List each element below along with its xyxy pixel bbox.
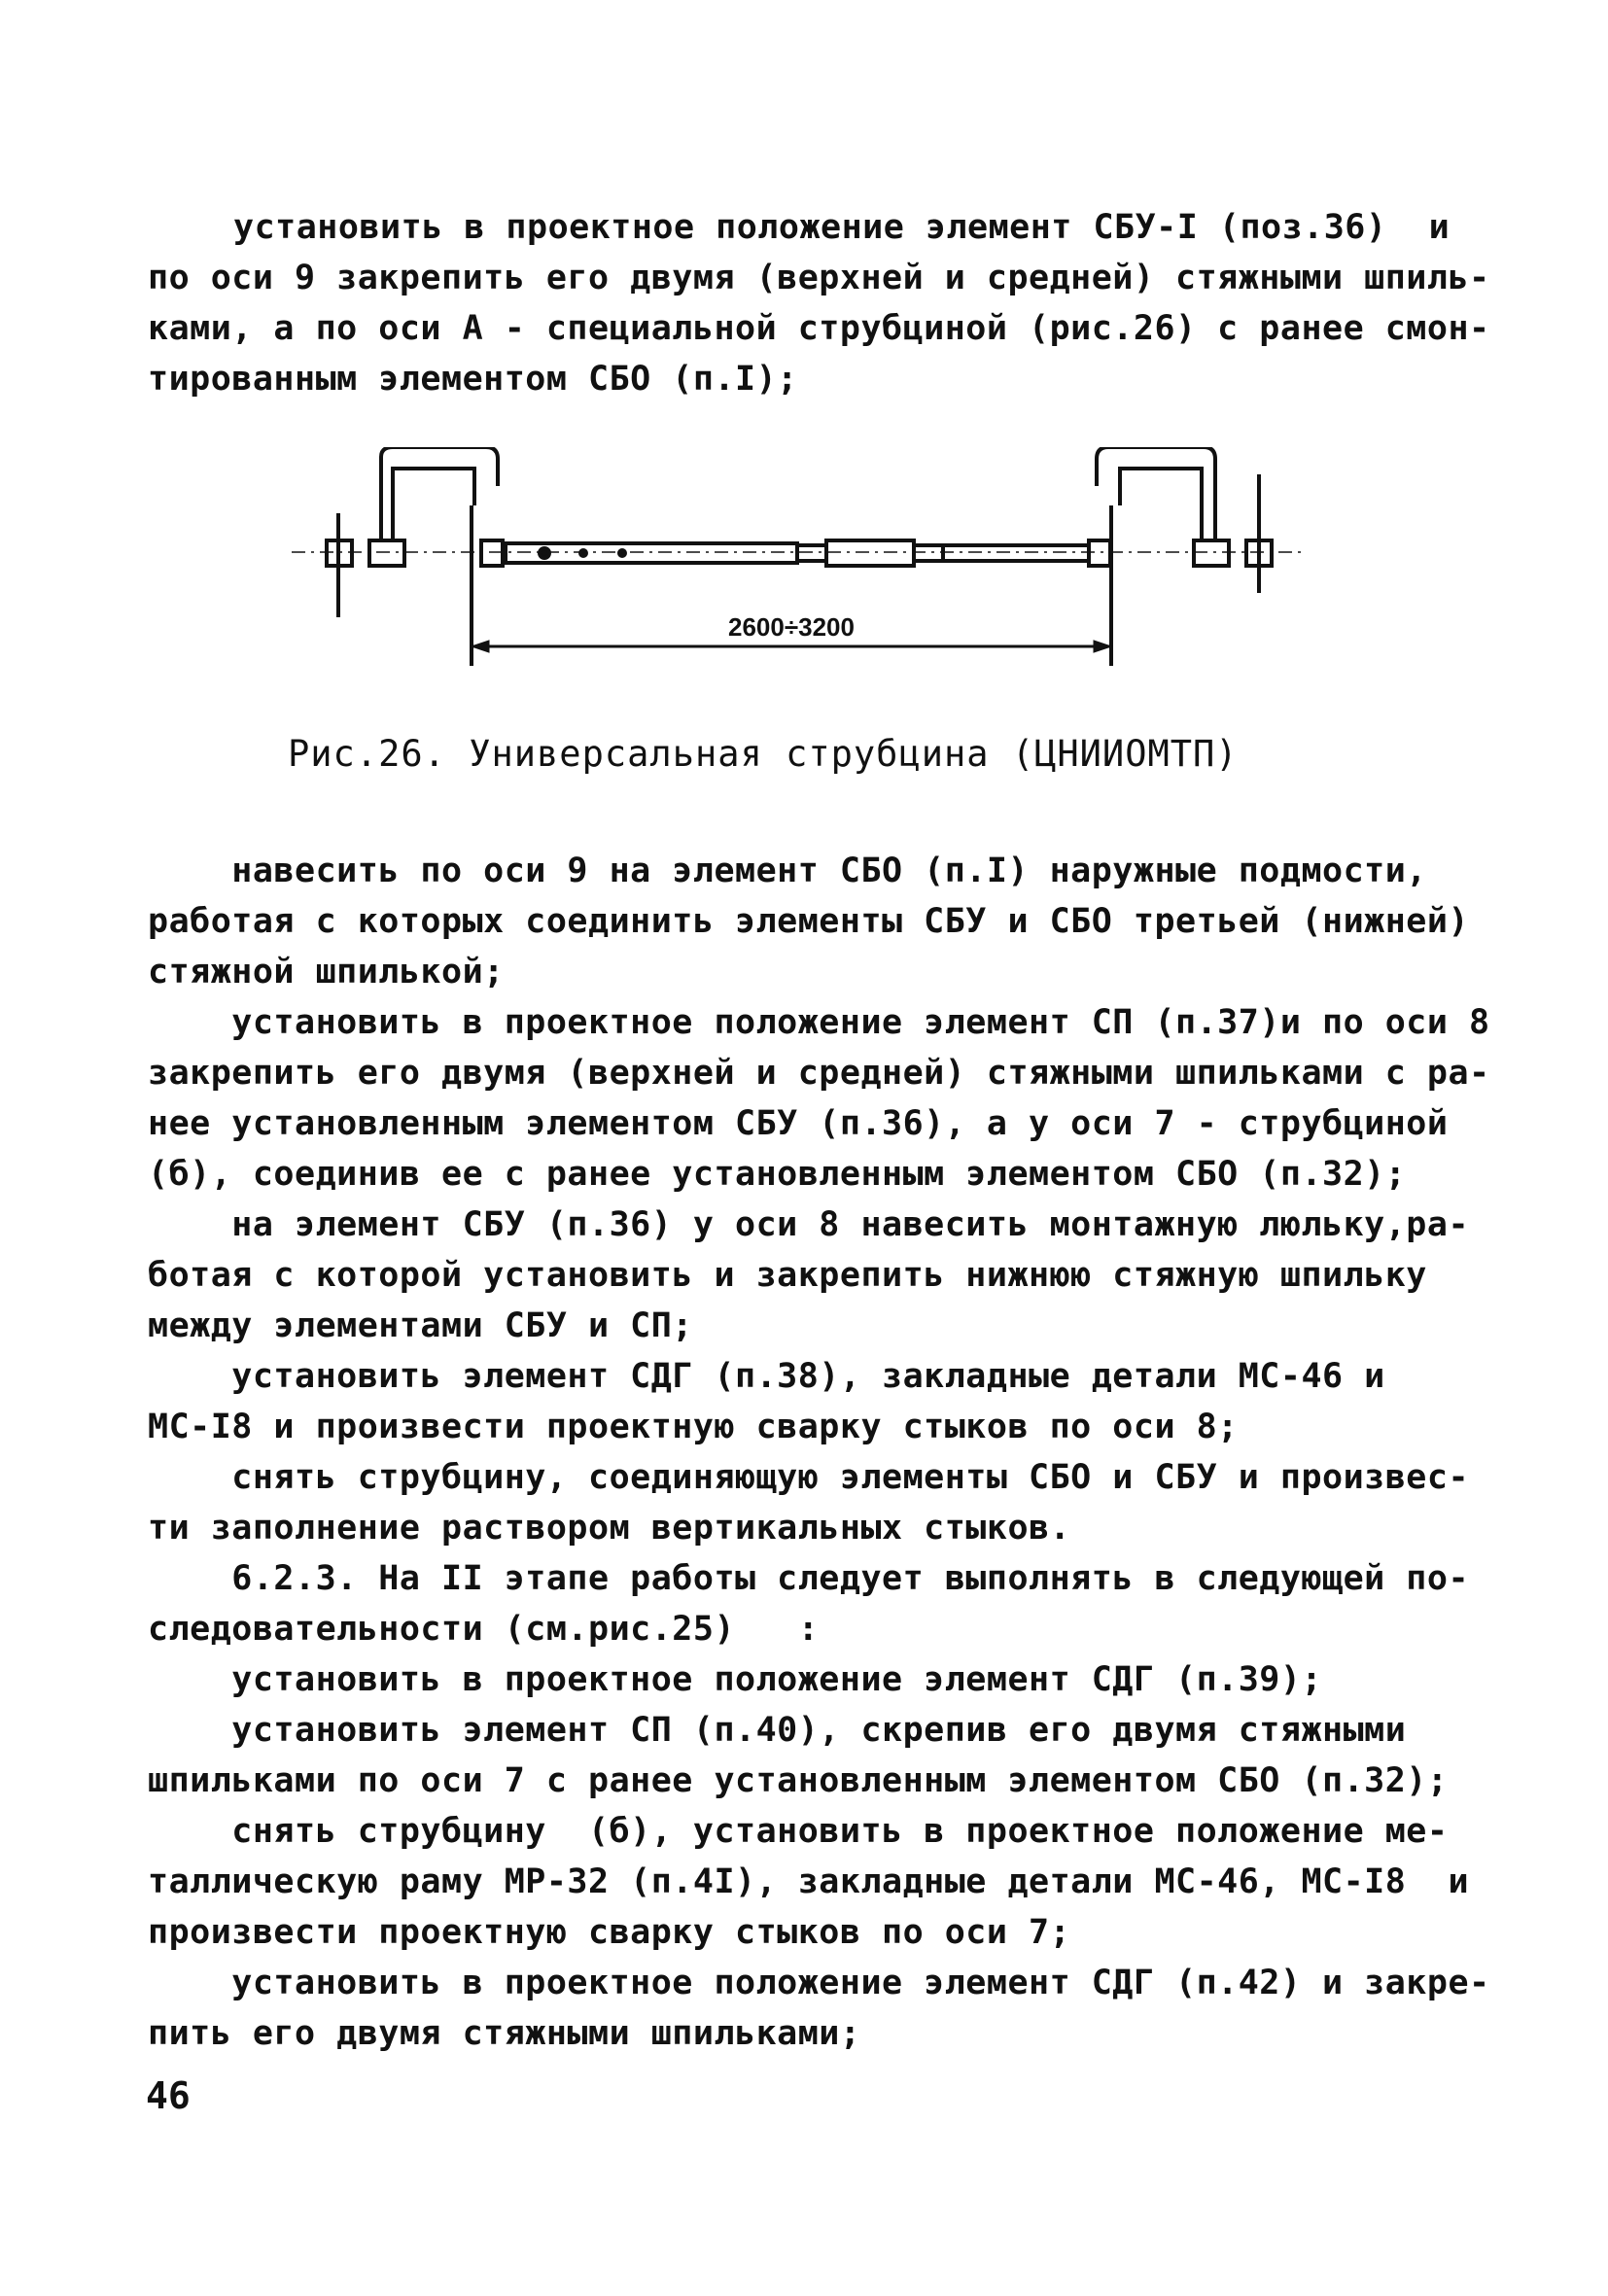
text-line: тированным элементом СБО (п.I); — [148, 360, 798, 399]
right-clamp-jaw — [1194, 540, 1229, 566]
left-clamp-pad — [481, 540, 503, 566]
text-line: МС-I8 и произвести проектную сварку стыков по оси 8; — [148, 1408, 1239, 1446]
text-line: шпильками по оси 7 с ранее установленным элементом СБО (п.32); — [148, 1761, 1449, 1800]
right-clamp-frame — [1097, 447, 1215, 540]
text-line: на элемент СБУ (п.36) у оси 8 навесить монтажную люльку,ра- — [148, 1205, 1470, 1244]
dimension-label: 2600÷3200 — [728, 612, 855, 642]
text-line: по оси 9 закрепить его двумя (верхней и средней) стяжными шпиль- — [148, 259, 1490, 297]
clamp-drawing — [292, 447, 1303, 680]
text-line: ботая с которой установить и закрепить нижнюю стяжную шпильку — [148, 1256, 1427, 1295]
text-line: установить элемент СДГ (п.38), закладные детали МС-46 и — [148, 1357, 1385, 1396]
text-line: работая с которых соединить элементы СБУ и СБО третьей (нижней) — [148, 902, 1470, 941]
text-line: (б), соединив ее с ранее установленным элементом СБО (п.32); — [148, 1155, 1407, 1194]
text-line: стяжной шпилькой; — [148, 953, 505, 991]
text-line: навесить по оси 9 на элемент СБО (п.I) наружные подмости, — [148, 852, 1427, 890]
text-line: таллическую раму МР-32 (п.4I), закладные детали МС-46, МС-I8 и — [148, 1862, 1470, 1901]
text-line: установить в проектное положение элемент СДГ (п.42) и закре- — [148, 1964, 1490, 2002]
figure-caption: Рис.26. Универсальная струбцина (ЦНИИОМТП) — [288, 733, 1239, 775]
turnbuckle — [826, 540, 914, 566]
text-line: снять струбцину (б), установить в проектное положение ме- — [148, 1812, 1449, 1851]
text-line: снять струбцину, соединяющую элементы СБО и СБУ и произвес- — [148, 1458, 1470, 1497]
page-number: 46 — [146, 2074, 191, 2117]
text-line: нее установленным элементом СБУ (п.36), а у оси 7 - струбциной — [148, 1104, 1449, 1143]
text-line: установить элемент СП (п.40), скрепив его двумя стяжными — [148, 1711, 1407, 1750]
text-line: пить его двумя стяжными шпильками; — [148, 2014, 861, 2053]
clamp-figure — [292, 447, 1303, 680]
left-clamp-jaw — [369, 540, 404, 566]
text-line: установить в проектное положение элемент СП (п.37)и по оси 8 — [148, 1003, 1490, 1042]
right-clamp-pad — [1089, 540, 1110, 566]
text-line: установить в проектное положение элемент СБУ-I (поз.36) и — [233, 208, 1451, 247]
text-line: установить в проектное положение элемент СДГ (п.39); — [148, 1660, 1323, 1699]
text-line: 6.2.3. На II этапе работы следует выполнять в следующей по- — [148, 1559, 1470, 1598]
text-line: закрепить его двумя (верхней и средней) стяжными шпильками с ра- — [148, 1054, 1490, 1093]
right-tube — [943, 545, 1089, 561]
text-line: следовательности (см.рис.25) : — [148, 1610, 820, 1649]
text-line: между элементами СБУ и СП; — [148, 1306, 693, 1345]
left-clamp-frame — [381, 447, 498, 540]
text-line: ти заполнение раствором вертикальных стыков. — [148, 1509, 1071, 1548]
text-line: произвести проектную сварку стыков по оси 7; — [148, 1913, 1071, 1952]
text-line: ками, а по оси А - специальной струбциной (рис.26) с ранее смон- — [148, 309, 1490, 348]
